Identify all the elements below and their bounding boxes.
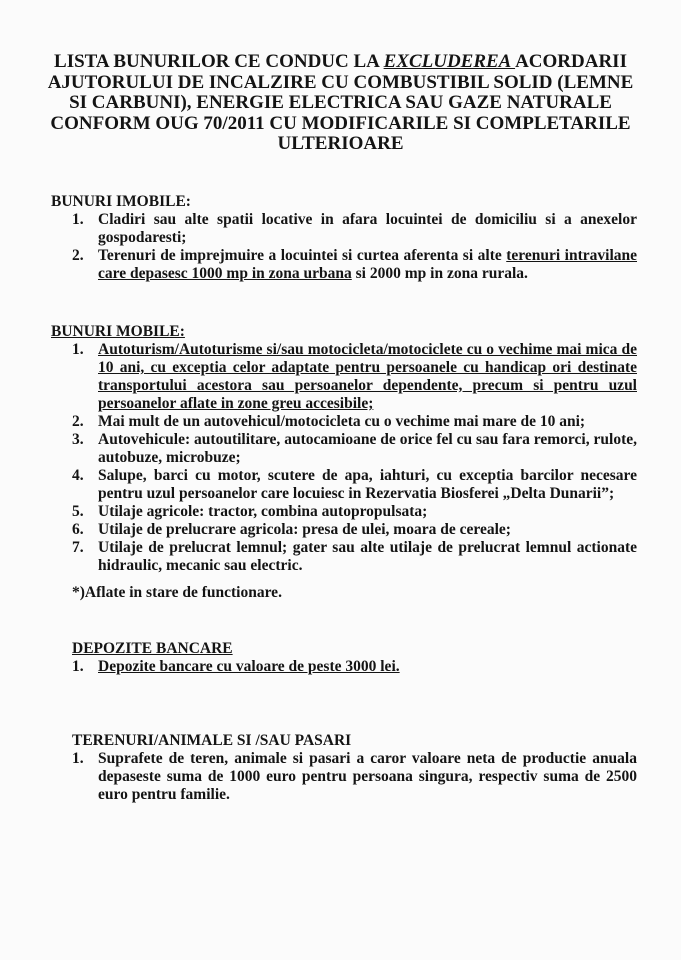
item-text: Autovehicule: autoutilitare, autocamioane de orice fel cu sau fara remorci, rulote, autobuze, microbuze; (98, 431, 637, 466)
item-text: Terenuri de imprejmuire a locuintei si curtea aferenta si alte (98, 247, 507, 264)
title-emphasis: EXCLUDEREA (383, 51, 516, 72)
item-text: Utilaje de prelucrat lemnul; gater sau alte utilaje de prelucrat lemnul actionate hidraulic, mecanic sau electric. (98, 539, 637, 574)
item-text: Utilaje de prelucrare agricola: presa de ulei, moara de cereale; (98, 521, 511, 538)
list-item (72, 503, 637, 521)
list-item (72, 658, 637, 676)
item-number: 2. (72, 247, 84, 264)
section-heading-depozite: DEPOZITE BANCARE (72, 640, 233, 657)
item-number: 1. (72, 211, 84, 228)
item-number: 2. (72, 413, 84, 430)
section-heading-imobile: BUNURI IMOBILE: (51, 193, 191, 210)
item-text: Suprafete de teren, animale si pasari a caror valoare neta de productie anuala depaseste suma de 1000 euro pentru persoana singura, respectiv suma de 2500 euro pentru familie. (98, 750, 637, 803)
title-part-1: LISTA BUNURILOR CE CONDUC LA (54, 51, 384, 72)
list-item (72, 341, 637, 413)
item-text: si 2000 mp in zona rurala. (351, 265, 528, 282)
item-number: 3. (72, 431, 84, 448)
item-text: Mai mult de un autovehicul/motocicleta cu o vechime mai mare de 10 ani; (98, 413, 586, 430)
item-number: 1. (72, 658, 84, 675)
section-heading-mobile: BUNURI MOBILE: (51, 323, 185, 340)
title-part-2: ACORDARII AJUTORULUI DE INCALZIRE CU COMBUSTIBIL SOLID (LEMNE SI CARBUNI), ENERGIE ELECTRICA SAU GAZE NATURALE CONFORM OUG 70/2011 CU MODIFICARILE SI COMPLETARILE ULTERIOARE (47, 51, 634, 154)
list-item (72, 413, 637, 431)
list-terenuri (72, 750, 637, 804)
section-heading-terenuri: TERENURI/ANIMALE SI /SAU PASARI (72, 732, 352, 749)
list-item (72, 539, 637, 575)
item-text-underlined: Depozite bancare cu valoare de peste 3000 lei. (98, 658, 400, 675)
footnote: *)Aflate in stare de functionare. (72, 584, 282, 601)
list-item (72, 211, 637, 247)
list-item (72, 431, 637, 467)
item-number: 4. (72, 467, 84, 484)
list-mobile (72, 341, 637, 575)
item-text-underlined: Autoturism/Autoturisme si/sau motocicleta/motociclete cu o vechime mai mica de 10 ani, cu exceptia celor adaptate pentru persoanele cu handicap ori destinate transportului acestora sau persoanelor dependente, precum si pentru uzul persoanelor aflate in zone greu accesibile; (98, 341, 637, 412)
document-title (40, 52, 641, 155)
item-number: 5. (72, 503, 84, 520)
list-item (72, 521, 637, 539)
item-number: 1. (72, 341, 84, 358)
item-text: Cladiri sau alte spatii locative in afara locuintei de domiciliu si a anexelor gospodaresti; (98, 211, 637, 246)
list-imobile (72, 211, 637, 283)
item-number: 7. (72, 539, 84, 556)
list-item (72, 467, 637, 503)
item-text: Utilaje agricole: tractor, combina autopropulsata; (98, 503, 428, 520)
item-number: 6. (72, 521, 84, 538)
item-text-underlined: terenuri intravilane care depasesc 1000 mp in zona urbana (98, 247, 638, 282)
item-number: 1. (72, 750, 84, 767)
item-text: Salupe, barci cu motor, scutere de apa, iahturi, cu exceptia barcilor necesare pentru uzul persoanelor care locuiesc in Rezervatia Biosferei „Delta Dunarii”; (98, 467, 637, 502)
list-item (72, 247, 637, 283)
list-item (72, 750, 637, 804)
list-depozite (72, 658, 637, 676)
